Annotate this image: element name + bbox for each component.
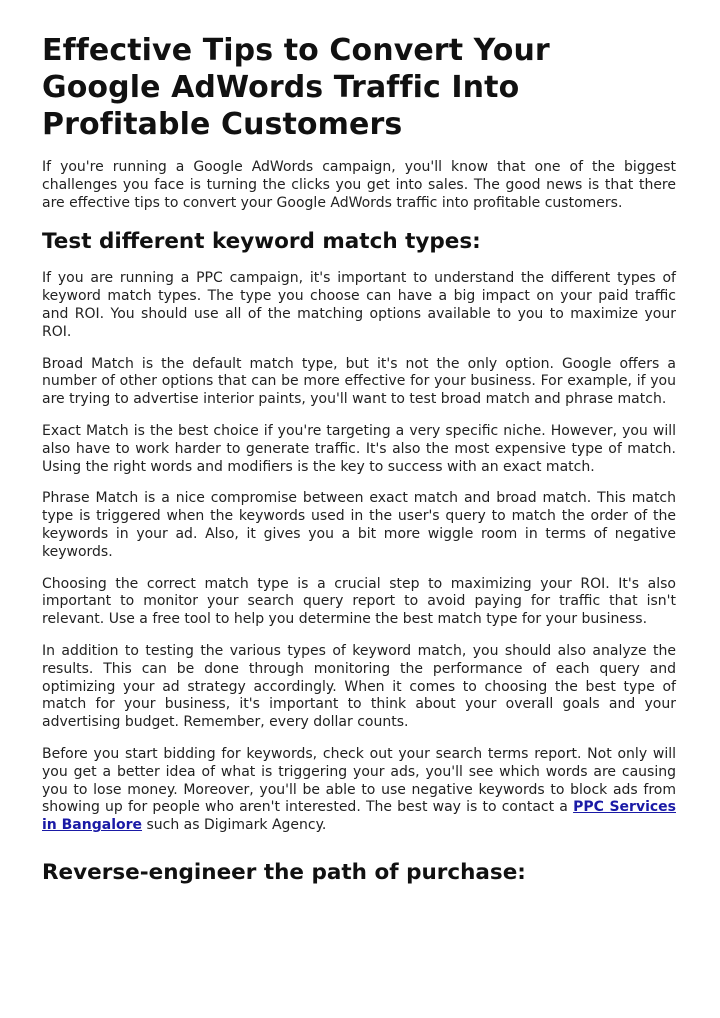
- intro-paragraph: If you're running a Google AdWords campaign, you'll know that one of the biggest challenges you face is turning the clicks you get into sales. The good news is that there are effective tips to convert your Google AdWords traffic into profitable customers.: [42, 159, 676, 211]
- paragraph-choosing-match: Choosing the correct match type is a crucial step to maximizing your ROI. It's also important to monitor your search query report to avoid paying for traffic that isn't relevant. Use a free tool to help you determine the best match type for your business.: [42, 575, 676, 628]
- section-heading-match-types: Test different keyword match types:: [42, 229, 481, 255]
- document-page: [42, 32, 676, 903]
- paragraph-broad-match: Broad Match is the default match type, but it's not the only option. Google offers a number of other options that can be more effective for your business. For example, if you are trying to advertise interior paints, you'll want to test broad match and phrase match.: [42, 355, 676, 408]
- document-title: Effective Tips to Convert Your Google AdWords Traffic Into Profitable Customers: [42, 33, 550, 142]
- paragraph-exact-match: Exact Match is the best choice if you're targeting a very specific niche. However, you will also have to work harder to generate traffic. It's also the most expensive type of match. Using the right words and modifiers is the key to success with an exact match.: [42, 422, 676, 475]
- paragraph-search-terms: [42, 746, 676, 835]
- paragraph-analyze-results: In addition to testing the various types of keyword match, you should also analyze the results. This can be done through monitoring the performance of each query and optimizing your ad strategy accordingly. When it comes to choosing the best type of match for your business, it's important to think about your overall goals and your advertising budget. Remember, every dollar counts.: [42, 642, 676, 731]
- ppc-services-link[interactable]: PPC Services in Bangalore: [42, 799, 676, 834]
- paragraph-phrase-match: Phrase Match is a nice compromise between exact match and broad match. This match type is triggered when the keywords used in the user's query to match the order of the keywords in your ad. Also, it gives you a bit more wiggle room in terms of negative keywords.: [42, 490, 676, 560]
- paragraph-keyword-types: If you are running a PPC campaign, it's important to understand the different types of keyword match types. The type you choose can have a big impact on your paid traffic and ROI. You should use all of the matching options available to you to maximize your ROI.: [42, 270, 676, 340]
- search-terms-text: Before you start bidding for keywords, check out your search terms report. Not only will you get a better idea of what is triggering your ads, you'll see which words are causing you to lose money. Moreover, you'll be able to use negative keywords to block ads from showing up for people who aren't interested. The best way is to contact a: [42, 745, 676, 816]
- search-terms-text-end: such as Digimark Agency.: [142, 817, 327, 834]
- section-heading-path-of-purchase: Reverse-engineer the path of purchase:: [42, 859, 526, 885]
